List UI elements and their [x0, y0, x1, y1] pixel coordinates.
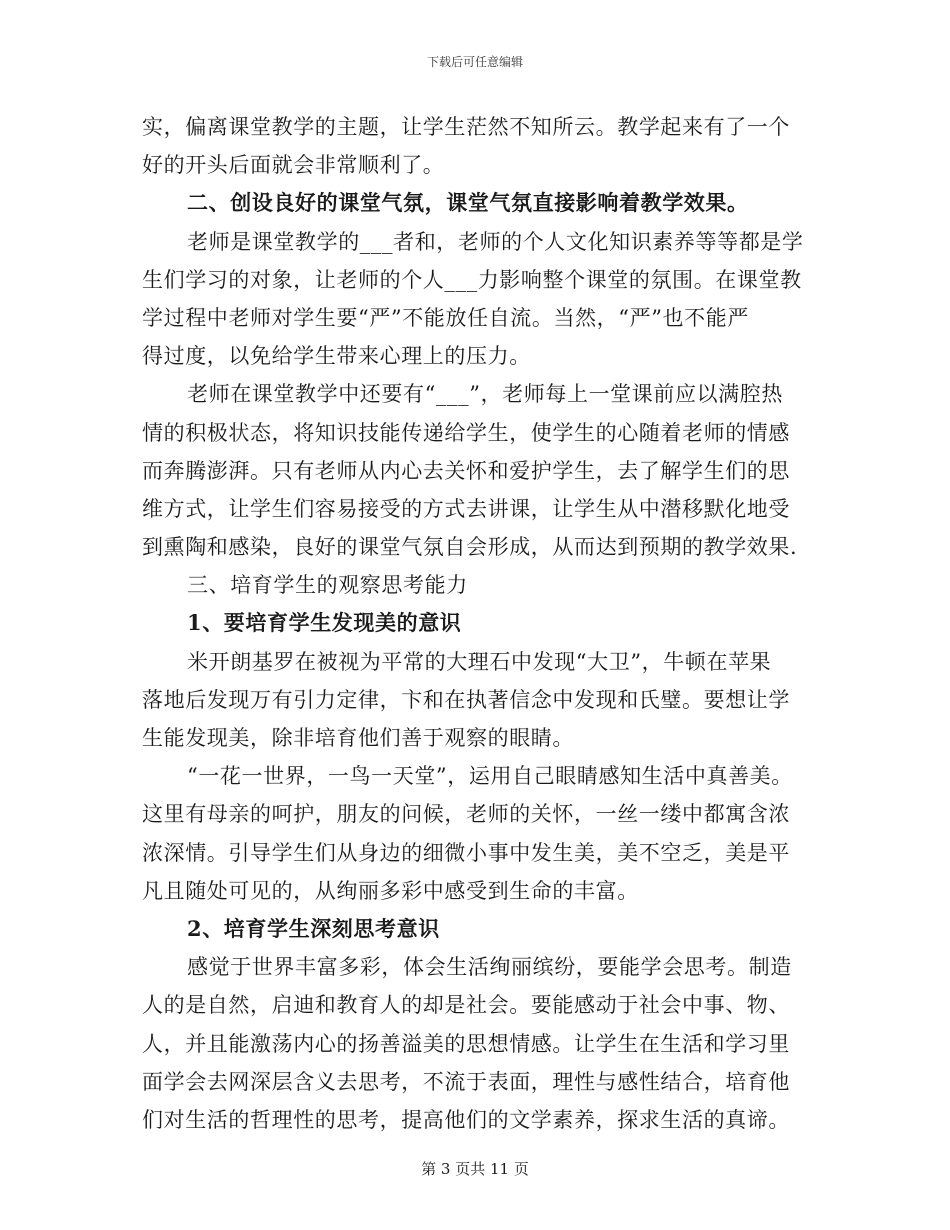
- paragraph-line: 得过度，以免给学生带来心理上的压力。: [142, 344, 531, 369]
- paragraph-line: 老师是课堂教学的___者和，老师的个人文化知识素养等等都是学: [187, 229, 804, 254]
- paragraph-line: 落地后发现万有引力定律，卞和在执著信念中发现和氏璧。要想让学: [142, 687, 790, 712]
- section-heading-line: 2、培育学生深刻思考意识: [187, 915, 440, 941]
- paragraph-line: 老师在课堂教学中还要有“___”，老师每上一堂课前应以满腔热: [187, 382, 783, 407]
- page-number: 第 3 页共 11 页: [421, 1160, 529, 1178]
- paragraph-line: 生能发现美，除非培育他们善于观察的眼睛。: [142, 726, 574, 750]
- section-heading-line: 二、创设良好的课堂气氛，课堂气氛直接影响着教学效果。: [187, 190, 749, 216]
- header-note: 下载后可任意编辑: [426, 55, 523, 69]
- paragraph-line: 这里有母亲的呵护，朋友的问候，老师的关怀，一丝一缕中都寓含浓: [142, 802, 790, 827]
- paragraph-line: 而奔腾澎湃。只有老师从内心去关怀和爱护学生，去了解学生们的思: [142, 458, 790, 483]
- paragraph-line: 三、培育学生的观察思考能力: [187, 573, 468, 598]
- paragraph-line: 到熏陶和感染，良好的课堂气氛自会形成，从而达到预期的教学效果.: [142, 535, 798, 560]
- paragraph-line: 们对生活的哲理性的思考，提高他们的文学素养，探求生活的真谛。: [142, 1107, 790, 1132]
- paragraph-line: 感觉于世界丰富多彩，体会生活绚丽缤纷，要能学会思考。制造: [187, 955, 792, 980]
- paragraph-line: 面学会去网深层含义去思考，不流于表面，理性与感性结合，培育他: [142, 1069, 790, 1094]
- paragraph-line: 学过程中老师对学生要“严”不能放任自流。当然，“严”也不能严: [142, 305, 749, 330]
- paragraph-line: 生们学习的对象，让老师的个人___力影响整个课堂的氛围。在课堂教: [142, 267, 802, 292]
- paragraph-line: 维方式，让学生们容易接受的方式去讲课，让学生从中潜移默化地受: [142, 496, 790, 521]
- document-body: [142, 108, 810, 1139]
- paragraph-line: 情的积极状态，将知识技能传递给学生，使学生的心随着老师的情感: [142, 420, 790, 445]
- section-heading-line: 1、要培育学生发现美的意识: [187, 610, 462, 636]
- paragraph-line: 好的开头后面就会非常顺利了。: [142, 153, 445, 178]
- paragraph-line: 凡且随处可见的，从绚丽多彩中感受到生命的丰富。: [142, 878, 639, 903]
- paragraph-line: 人的是自然，启迪和教育人的却是社会。要能感动于社会中事、物、: [142, 993, 790, 1018]
- paragraph-line: 实，偏离课堂教学的主题，让学生茫然不知所云。教学起来有了一个: [142, 115, 790, 139]
- paragraph-line: 浓深情。引导学生们从身边的细微小事中发生美，美不空乏，美是平: [142, 840, 790, 865]
- paragraph-line: “一花一世界，一鸟一天堂”，运用自己眼睛感知生活中真善美。: [187, 764, 793, 789]
- paragraph-line: 米开朗基罗在被视为平常的大理石中发现“大卫”，牛顿在苹果: [187, 649, 772, 674]
- paragraph-line: 人，并且能激荡内心的扬善溢美的思想情感。让学生在生活和学习里: [142, 1031, 790, 1056]
